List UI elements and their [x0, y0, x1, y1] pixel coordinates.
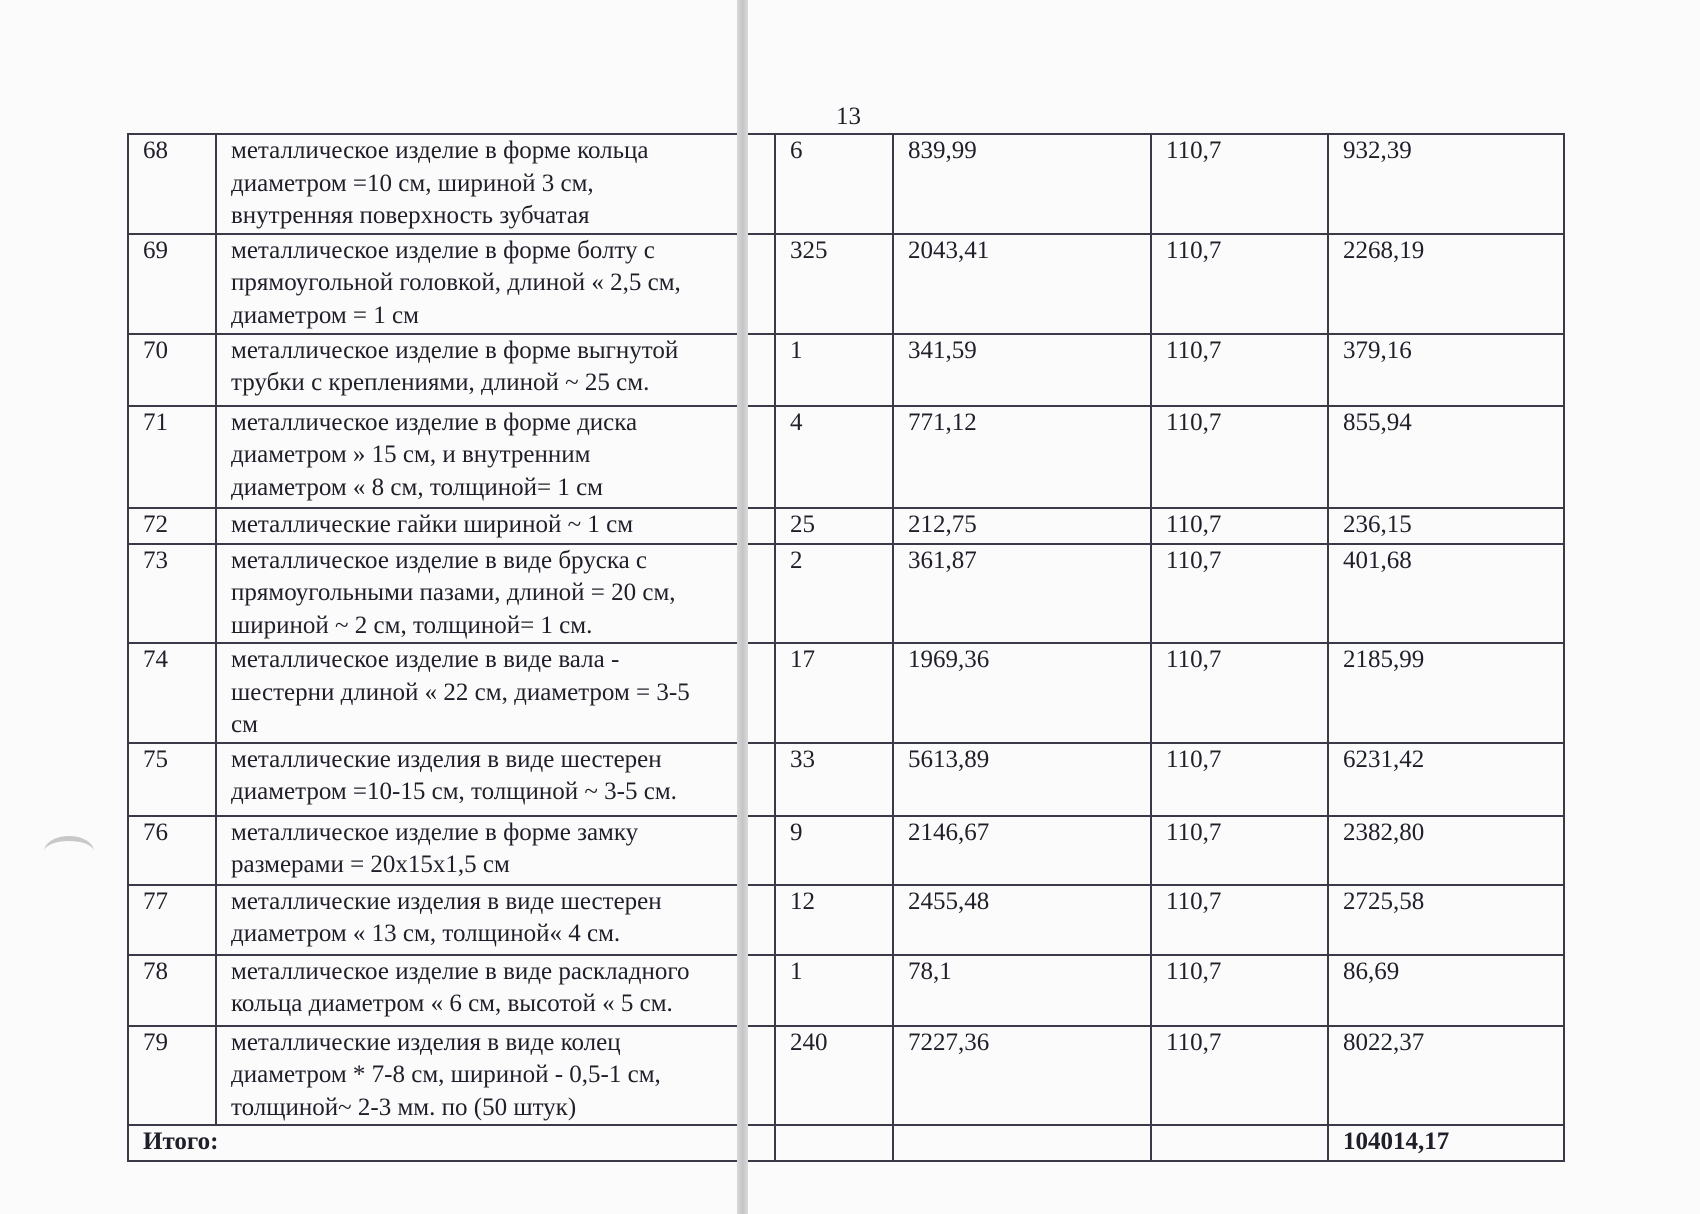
- quantity-cell: 325: [775, 234, 893, 334]
- table-row: [128, 643, 1564, 743]
- price-cell: 212,75: [893, 508, 1151, 544]
- item-description: металлическое изделие в форме выгнутой трубки с креплениями, длиной ~ 25 см.: [216, 334, 775, 406]
- coefficient-cell: 110,7: [1151, 955, 1328, 1026]
- item-description: металлическое изделие в форме болту с прямоугольной головкой, длиной « 2,5 см, диаметром = 1 см: [216, 234, 775, 334]
- total-cell: 2725,58: [1328, 885, 1564, 955]
- row-number: 74: [128, 643, 216, 743]
- coefficient-cell: 110,7: [1151, 406, 1328, 508]
- item-description: металлическое изделие в форме замку размерами = 20x15x1,5 см: [216, 816, 775, 885]
- coefficient-cell: 110,7: [1151, 743, 1328, 816]
- row-number: 68: [128, 134, 216, 234]
- row-number: 78: [128, 955, 216, 1026]
- row-number: 79: [128, 1026, 216, 1126]
- page-number: 13: [836, 103, 861, 130]
- total-cell: 6231,42: [1328, 743, 1564, 816]
- price-cell: 361,87: [893, 544, 1151, 644]
- coefficient-cell: 110,7: [1151, 508, 1328, 544]
- total-cell: 2382,80: [1328, 816, 1564, 885]
- item-description: металлические изделия в виде шестерен диаметром « 13 см, толщиной« 4 см.: [216, 885, 775, 955]
- grand-total: 104014,17: [1328, 1125, 1564, 1161]
- quantity-cell: 33: [775, 743, 893, 816]
- quantity-cell: 240: [775, 1026, 893, 1126]
- table-row: [128, 544, 1564, 644]
- coefficient-cell: 110,7: [1151, 234, 1328, 334]
- table-row: [128, 1026, 1564, 1126]
- total-label: Итого:: [128, 1125, 775, 1161]
- total-cell: 2268,19: [1328, 234, 1564, 334]
- table-row: [128, 134, 1564, 234]
- punch-hole-mark: [44, 836, 94, 867]
- table-row: [128, 743, 1564, 816]
- total-cell: 932,39: [1328, 134, 1564, 234]
- total-cell: 401,68: [1328, 544, 1564, 644]
- total-cell: 2185,99: [1328, 643, 1564, 743]
- item-description: металлическое изделие в форме кольца диаметром =10 см, шириной 3 см, внутренняя поверхность зубчатая: [216, 134, 775, 234]
- table-row: [128, 885, 1564, 955]
- row-number: 72: [128, 508, 216, 544]
- coefficient-cell: 110,7: [1151, 643, 1328, 743]
- table-row: [128, 508, 1564, 544]
- total-cell: 855,94: [1328, 406, 1564, 508]
- table-row: [128, 816, 1564, 885]
- item-description: металлические изделия в виде шестерен диаметром =10-15 см, толщиной ~ 3-5 см.: [216, 743, 775, 816]
- table-row: [128, 334, 1564, 406]
- row-number: 70: [128, 334, 216, 406]
- quantity-cell: 6: [775, 134, 893, 234]
- quantity-cell: 4: [775, 406, 893, 508]
- row-number: 77: [128, 885, 216, 955]
- item-description: металлические гайки шириной ~ 1 см: [216, 508, 775, 544]
- price-cell: 341,59: [893, 334, 1151, 406]
- coefficient-cell: 110,7: [1151, 816, 1328, 885]
- table-row: [128, 234, 1564, 334]
- item-description: металлическое изделие в виде бруска с прямоугольными пазами, длиной = 20 см, шириной ~ 2 см, толщиной= 1 см.: [216, 544, 775, 644]
- price-cell: 771,12: [893, 406, 1151, 508]
- price-cell: 2146,67: [893, 816, 1151, 885]
- price-cell: 2455,48: [893, 885, 1151, 955]
- total-row: [128, 1125, 1564, 1161]
- quantity-cell: 12: [775, 885, 893, 955]
- quantity-cell: 25: [775, 508, 893, 544]
- total-cell: 86,69: [1328, 955, 1564, 1026]
- quantity-cell: 1: [775, 955, 893, 1026]
- quantity-cell: 2: [775, 544, 893, 644]
- coefficient-cell: 110,7: [1151, 134, 1328, 234]
- row-number: 73: [128, 544, 216, 644]
- price-cell: 839,99: [893, 134, 1151, 234]
- item-description: металлическое изделие в виде вала - шестерни длиной « 22 см, диаметром = 3-5 см: [216, 643, 775, 743]
- empty-cell: [775, 1125, 893, 1161]
- total-cell: 236,15: [1328, 508, 1564, 544]
- row-number: 69: [128, 234, 216, 334]
- table-row: [128, 955, 1564, 1026]
- price-cell: 78,1: [893, 955, 1151, 1026]
- empty-cell: [1151, 1125, 1328, 1161]
- coefficient-cell: 110,7: [1151, 334, 1328, 406]
- coefficient-cell: 110,7: [1151, 1026, 1328, 1126]
- quantity-cell: 9: [775, 816, 893, 885]
- total-cell: 8022,37: [1328, 1026, 1564, 1126]
- quantity-cell: 1: [775, 334, 893, 406]
- item-description: металлическое изделие в виде раскладного кольца диаметром « 6 см, высотой « 5 см.: [216, 955, 775, 1026]
- table-row: [128, 406, 1564, 508]
- row-number: 76: [128, 816, 216, 885]
- price-cell: 2043,41: [893, 234, 1151, 334]
- total-cell: 379,16: [1328, 334, 1564, 406]
- item-description: металлические изделия в виде колец диаметром * 7-8 см, шириной - 0,5-1 см, толщиной~ 2-3 мм. по (50 штук): [216, 1026, 775, 1126]
- empty-cell: [893, 1125, 1151, 1161]
- quantity-cell: 17: [775, 643, 893, 743]
- row-number: 75: [128, 743, 216, 816]
- inventory-table: [127, 133, 1565, 1162]
- price-cell: 7227,36: [893, 1026, 1151, 1126]
- price-cell: 5613,89: [893, 743, 1151, 816]
- binding-fold: [737, 0, 748, 1214]
- price-cell: 1969,36: [893, 643, 1151, 743]
- row-number: 71: [128, 406, 216, 508]
- item-description: металлическое изделие в форме диска диаметром » 15 см, и внутренним диаметром « 8 см, толщиной= 1 см: [216, 406, 775, 508]
- coefficient-cell: 110,7: [1151, 544, 1328, 644]
- coefficient-cell: 110,7: [1151, 885, 1328, 955]
